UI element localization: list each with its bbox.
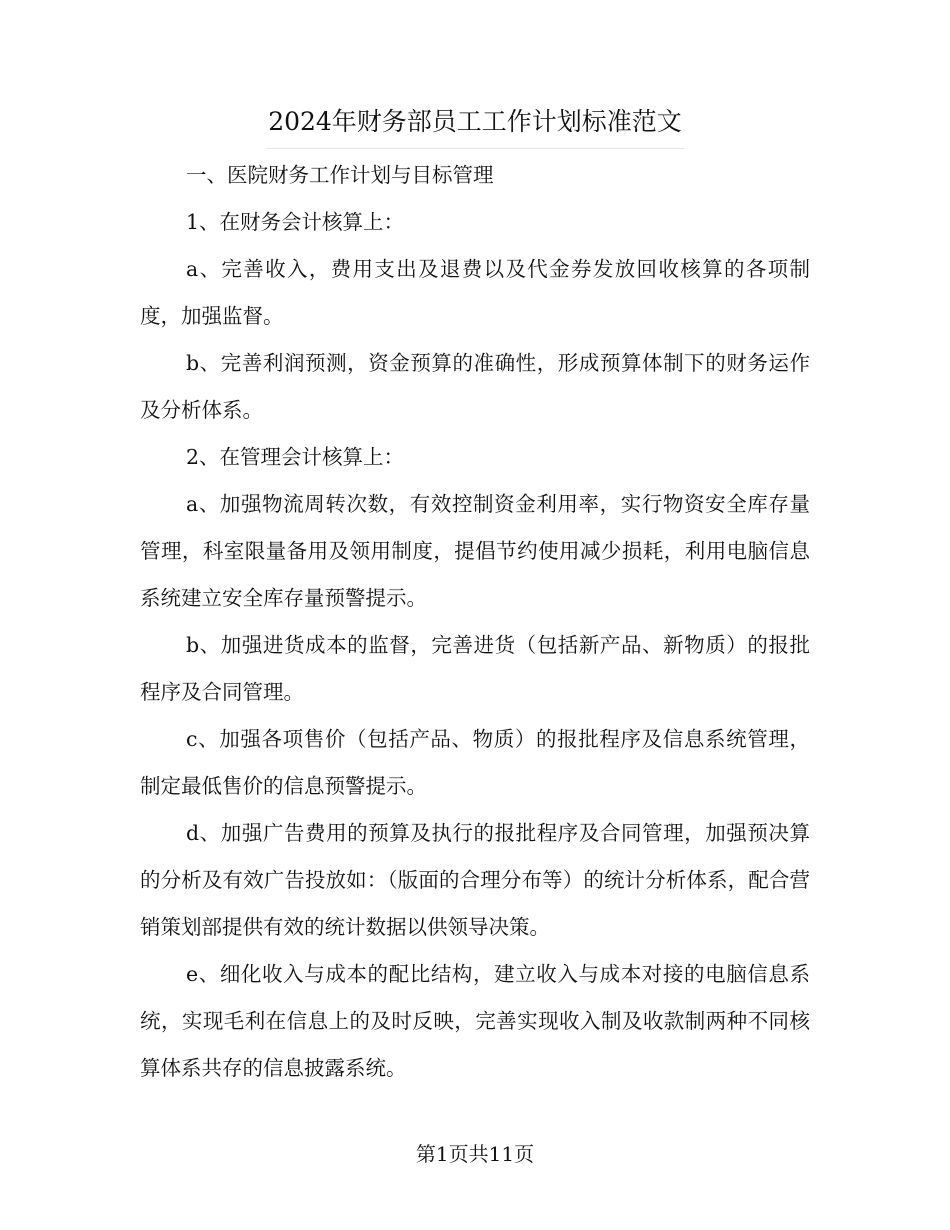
section-heading: 一、医院财务工作计划与目标管理 [186, 163, 494, 187]
paragraph: a、加强物流周转次数，有效控制资金利用率，实行物资安全库存量管理，科室限量备用及领用制度，提倡节约使用减少损耗，利用电脑信息系统建立安全库存量预警提示。 [140, 492, 810, 610]
paragraph: a、完善收入，费用支出及退费以及代金券发放回收核算的各项制度，加强监督。 [140, 257, 810, 328]
document-title: 2024年财务部员工工作计划标准范文 [266, 100, 684, 149]
paragraph: c、加强各项售价（包括产品、物质）的报批程序及信息系统管理，制定最低售价的信息预警提示。 [140, 727, 810, 798]
title-container [0, 100, 950, 149]
subsection-heading: 2、在管理会计核算上： [186, 445, 405, 469]
paragraph: d、加强广告费用的预算及执行的报批程序及合同管理，加强预决算的分析及有效广告投放如：（版面的合理分布等）的统计分析体系，配合营销策划部提供有效的统计数据以供领导决策。 [140, 821, 810, 939]
paragraph: b、完善利润预测，资金预算的准确性，形成预算体制下的财务运作及分析体系。 [140, 351, 810, 422]
paragraph: b、加强进货成本的监督，完善进货（包括新产品、新物质）的报批程序及合同管理。 [140, 633, 810, 704]
document-body [140, 152, 810, 1092]
paragraph: e、细化收入与成本的配比结构，建立收入与成本对接的电脑信息系统，实现毛利在信息上的及时反映，完善实现收入制及收款制两种不同核算体系共存的信息披露系统。 [140, 962, 810, 1080]
subsection-heading: 1、在财务会计核算上： [186, 210, 405, 234]
page-footer: 第1页共11页 [415, 1142, 535, 1166]
